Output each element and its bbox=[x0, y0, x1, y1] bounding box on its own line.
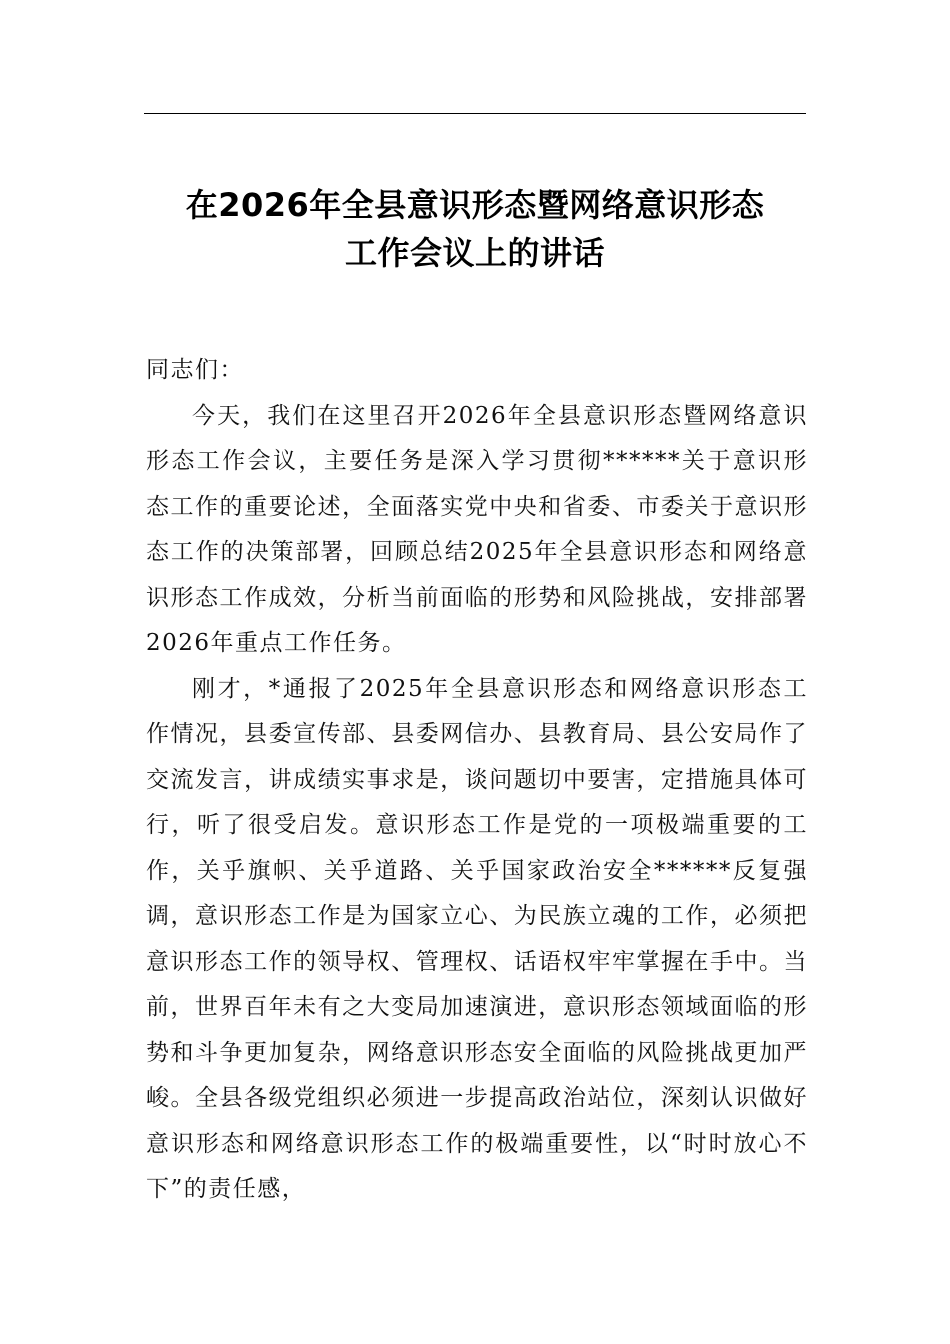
title-line-1: 在2026年全县意识形态暨网络意识形态 bbox=[185, 186, 765, 225]
document-body bbox=[146, 348, 808, 1213]
paragraph-1: 今天，我们在这里召开2026年全县意识形态暨网络意识形态工作会议，主要任务是深入学习贯彻******关于意识形态工作的重要论述，全面落实党中央和省委、市委关于意识形态工作的决策部署，回顾总结2025年全县意识形态和网络意识形态工作成效，分析当前面临的形势和风险挑战，安排部署2026年重点工作任务。 bbox=[146, 402, 808, 656]
header-rule bbox=[144, 113, 806, 114]
title-line-2: 工作会议上的讲话 bbox=[344, 234, 605, 273]
paragraph-2: 刚才，*通报了2025年全县意识形态和网络意识形态工作情况，县委宣传部、县委网信办、县教育局、县公安局作了交流发言，讲成绩实事求是，谈问题切中要害，定措施具体可行，听了很受启发。意识形态工作是党的一项极端重要的工作，关乎旗帜、关乎道路、关乎国家政治安全******反复强调，意识形态工作是为国家立心、为民族立魂的工作，必须把意识形态工作的领导权、管理权、话语权牢牢掌握在手中。当前，世界百年未有之大变局加速演进，意识形态领域面临的形势和斗争更加复杂，网络意识形态安全面临的风险挑战更加严峻。全县各级党组织必须进一步提高政治站位，深刻认识做好意识形态和网络意识形态工作的极端重要性，以“时时放心不下”的责任感， bbox=[146, 675, 808, 1202]
salutation: 同志们： bbox=[146, 357, 244, 383]
document-title bbox=[120, 181, 830, 277]
